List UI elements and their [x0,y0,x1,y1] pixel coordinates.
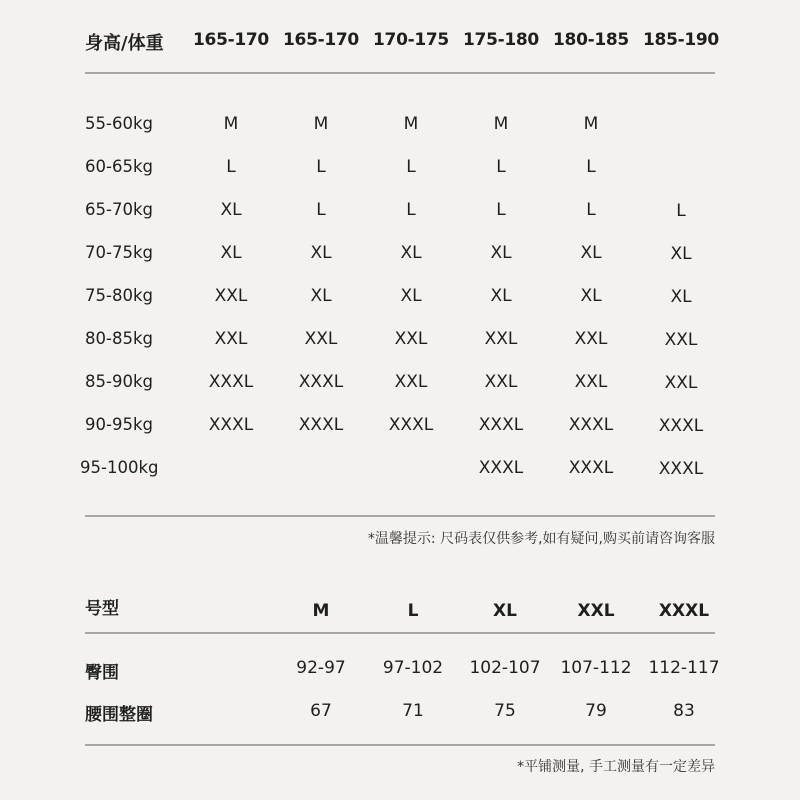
size-cell: XXL [484,329,518,349]
measure-table-corner-label: 号型 [85,599,119,619]
measure-cell: 71 [402,701,424,721]
measure-cell: 102-107 [469,658,541,678]
size-cell: XXXL [658,416,704,436]
size-cell: XXXL [208,372,254,392]
measure-row-label: 臀围 [85,663,119,683]
size-cell: XL [490,286,512,306]
size-cell: XL [670,244,692,264]
size-cell: L [496,157,506,177]
size-cell: XXL [664,330,698,350]
weight-row-label: 70-75kg [85,243,153,262]
size-cell: XL [580,243,602,263]
size-cell: XXXL [388,415,434,435]
size-cell: XL [670,287,692,307]
size-cell: L [406,200,416,220]
weight-row-label: 80-85kg [85,329,153,348]
size-cell: L [226,157,236,177]
weight-row-label: 55-60kg [85,114,153,133]
header-divider [85,72,715,74]
measure-cell: 92-97 [296,658,346,678]
measure-cell: 67 [310,701,332,721]
weight-row-label: 75-80kg [85,286,153,305]
measure-table-bottom-divider [85,744,715,746]
size-cell: XL [580,286,602,306]
size-cell: XXL [394,372,428,392]
height-column-header: 175-180 [463,30,539,50]
size-cell: L [676,201,686,221]
measure-cell: 107-112 [560,658,632,678]
size-cell: XXXL [658,459,704,479]
size-cell: L [586,157,596,177]
size-cell: L [586,200,596,220]
measure-cell: 75 [494,701,516,721]
size-cell: XXL [574,372,608,392]
weight-row-label: 65-70kg [85,200,153,219]
height-column-header: 185-190 [643,30,719,50]
size-cell: XXL [304,329,338,349]
height-column-header: 165-170 [283,30,359,50]
size-cell: M [493,114,509,134]
size-cell: L [316,200,326,220]
size-cell: M [313,114,329,134]
height-column-header: 165-170 [193,30,269,50]
measure-cell: 83 [673,701,695,721]
size-cell: XL [310,286,332,306]
size-cell: XXXL [478,415,524,435]
size-cell: XXL [484,372,518,392]
measure-row-label: 腰围整圈 [85,705,153,725]
size-column-header: XXXL [658,601,710,621]
measure-cell: 79 [585,701,607,721]
size-column-header: L [407,601,419,621]
size-cell: XXL [574,329,608,349]
measure-table-note: *平铺测量, 手工测量有一定差异 [517,759,715,775]
size-cell: XXL [394,329,428,349]
size-cell: M [403,114,419,134]
size-cell: M [223,114,239,134]
size-cell: XXL [214,286,248,306]
size-cell: XXXL [478,458,524,478]
size-cell: L [316,157,326,177]
size-cell: XXXL [208,415,254,435]
size-column-header: XXL [577,601,615,621]
measure-cell: 112-117 [648,658,720,678]
size-table-bottom-divider [85,515,715,517]
size-cell: XXXL [298,372,344,392]
size-cell: XL [310,243,332,263]
size-cell: XXXL [298,415,344,435]
size-cell: XXL [214,329,248,349]
weight-row-label: 60-65kg [85,157,153,176]
weight-row-label: 85-90kg [85,372,153,391]
measure-header-divider [85,632,715,634]
size-table-corner-label: 身高/体重 [85,33,164,54]
size-cell: XL [400,243,422,263]
size-cell: L [406,157,416,177]
height-column-header: 180-185 [553,30,629,50]
weight-row-label: 95-100kg [80,458,159,477]
size-cell: XXXL [568,458,614,478]
size-table-note: *温馨提示: 尺码表仅供参考,如有疑问,购买前请咨询客服 [367,531,715,547]
size-cell: XL [490,243,512,263]
size-cell: XL [220,243,242,263]
size-cell: XL [220,200,242,220]
size-cell: XL [400,286,422,306]
height-column-header: 170-175 [373,30,449,50]
size-cell: XXXL [568,415,614,435]
size-cell: M [583,114,599,134]
measure-cell: 97-102 [382,658,444,678]
size-column-header: M [312,601,330,621]
size-cell: L [496,200,506,220]
weight-row-label: 90-95kg [85,415,153,434]
size-cell: XXL [664,373,698,393]
size-column-header: XL [493,601,517,621]
